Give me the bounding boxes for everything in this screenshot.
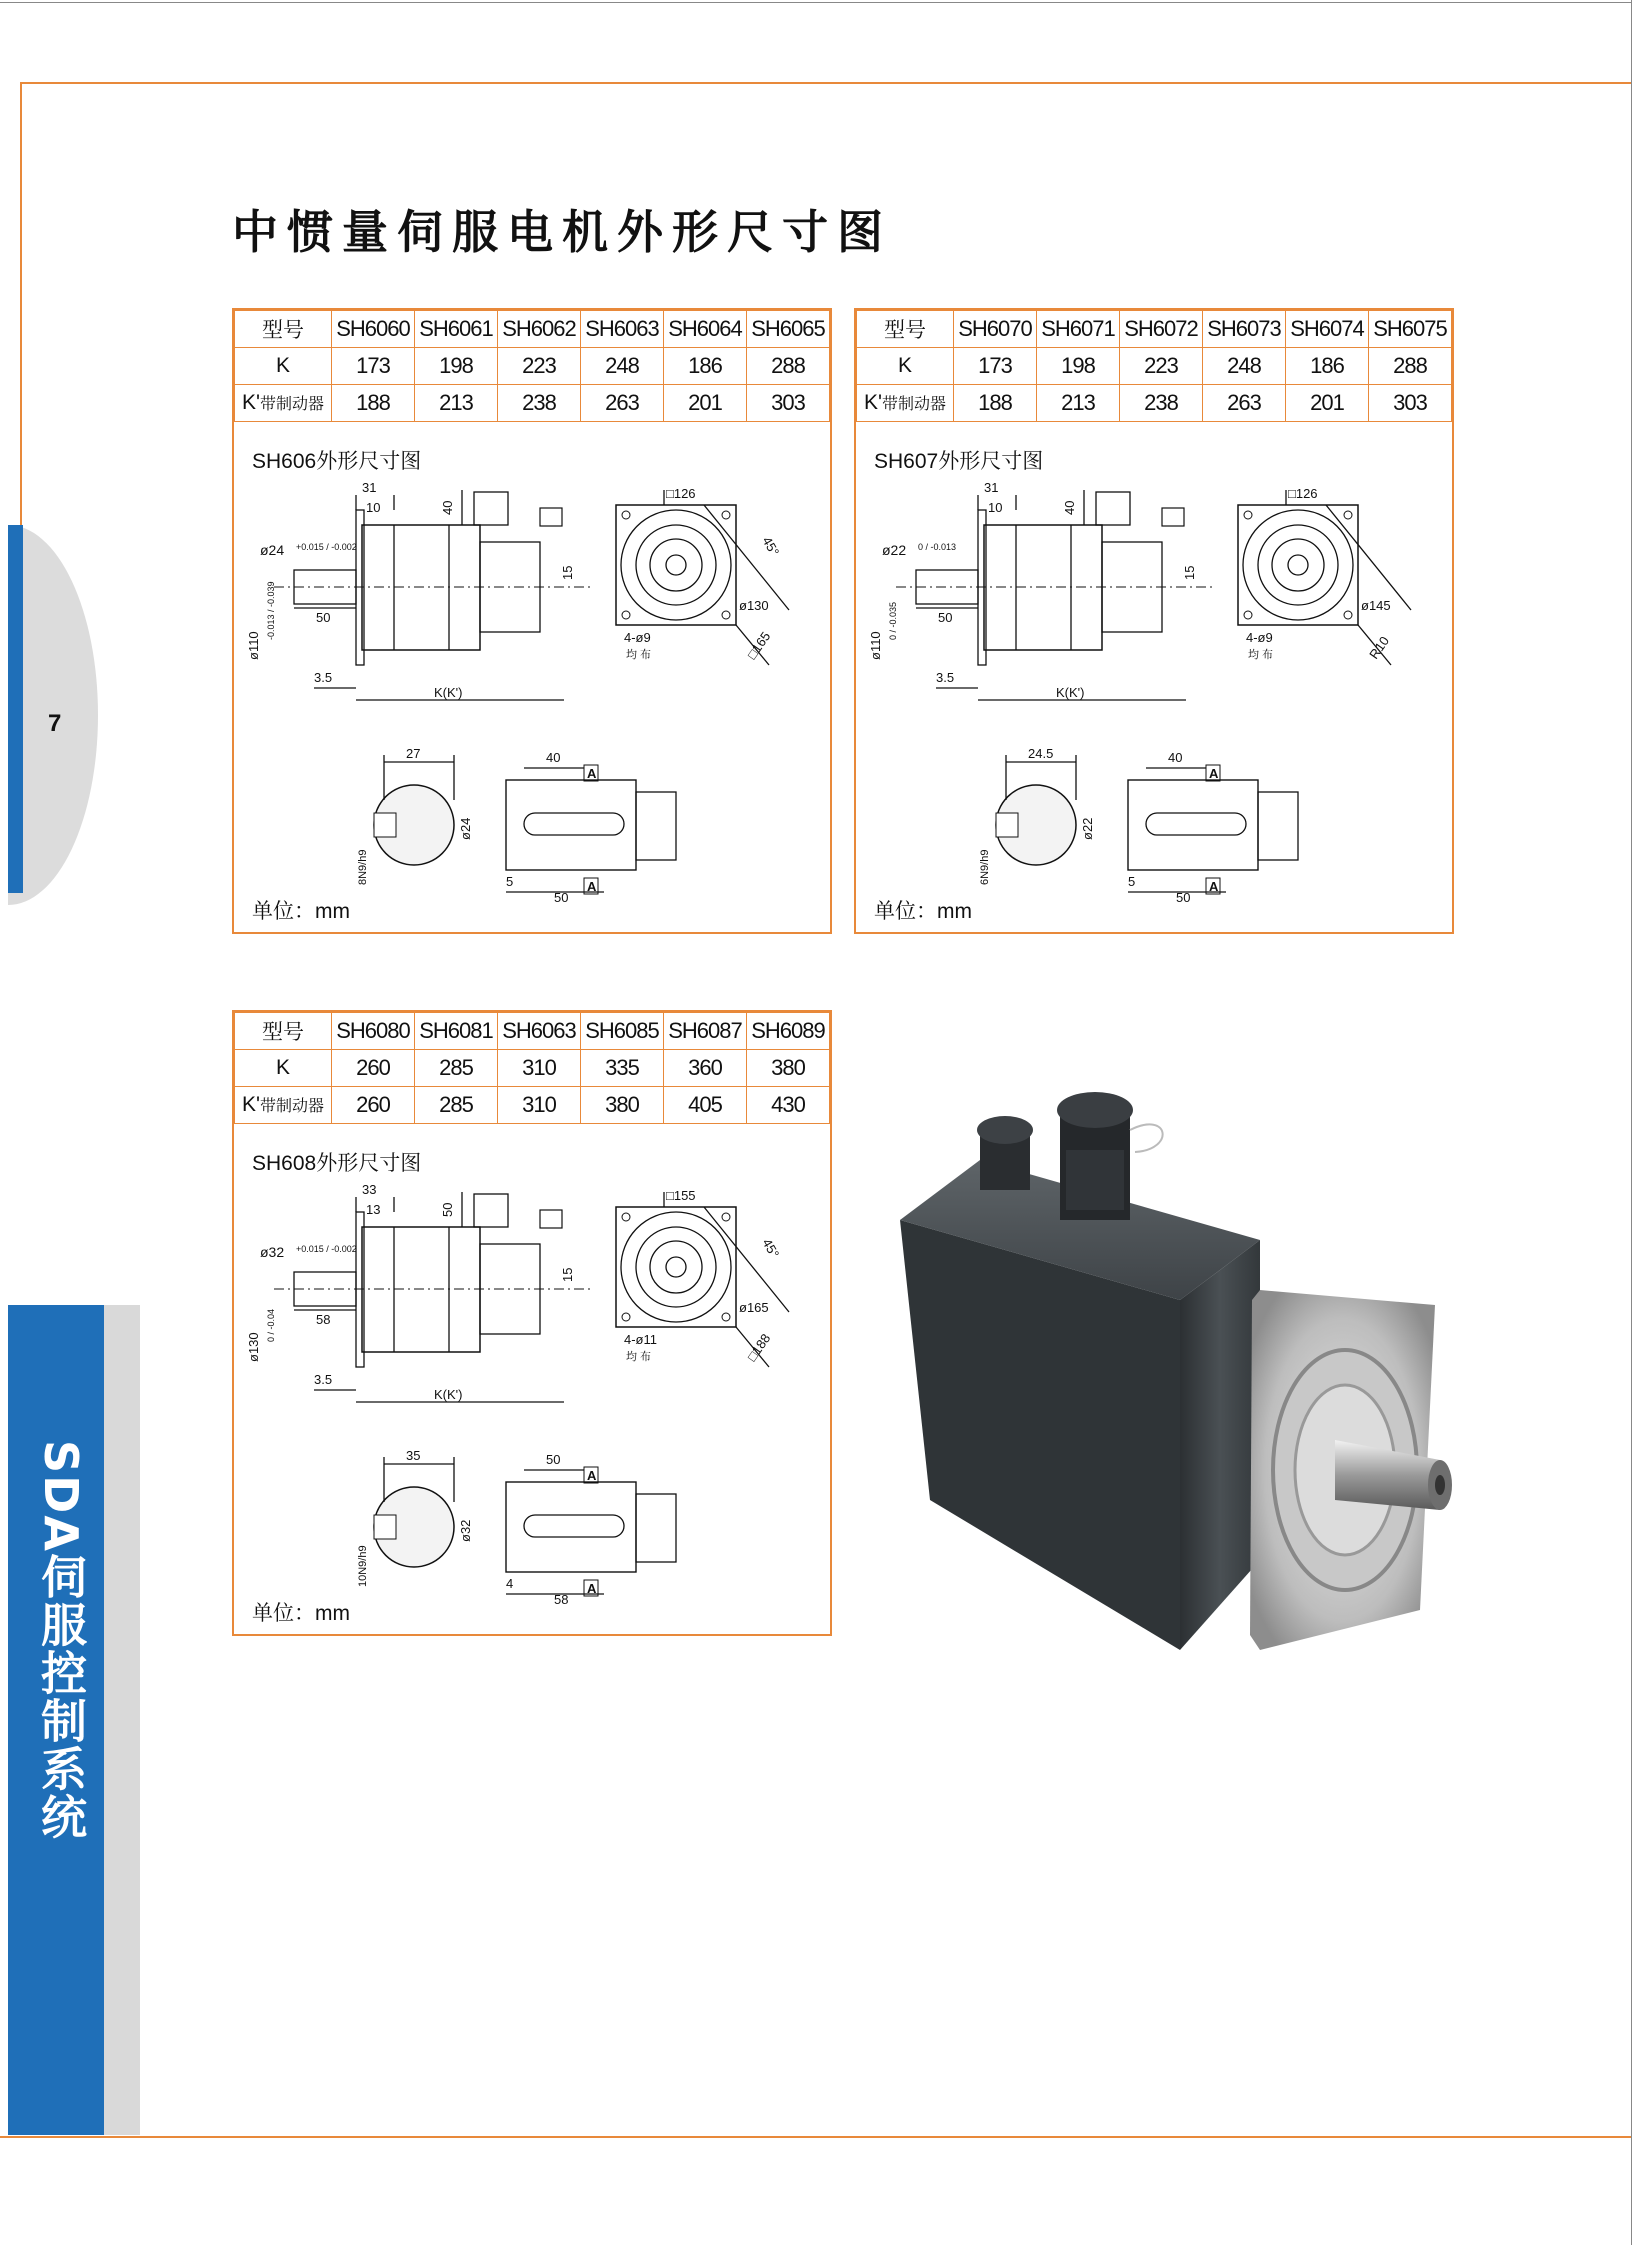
- model-cell: SH6074: [1286, 311, 1369, 348]
- page-title: 中惯量伺服电机外形尺寸图: [232, 205, 892, 259]
- kb-cell: 260: [332, 1087, 415, 1124]
- kb-cell: 263: [581, 385, 664, 422]
- k-cell: 186: [664, 348, 747, 385]
- dimension-label: ø130: [739, 598, 769, 613]
- shaft-end-outline: [636, 792, 676, 860]
- front-boss-circle: [1272, 539, 1324, 591]
- unit-label: 单位：mm: [252, 900, 350, 923]
- model-cell: SH6081: [415, 1013, 498, 1050]
- dimension-label: 3.5: [936, 670, 955, 685]
- dimension-label: 40: [1062, 500, 1077, 515]
- diagram-title: SH606外形尺寸图: [252, 450, 422, 473]
- kb-cell: 238: [1120, 385, 1203, 422]
- dimension-label: 10: [988, 500, 1003, 515]
- k-cell: 380: [747, 1050, 830, 1087]
- shaft-side-outline: [1128, 780, 1258, 870]
- kb-label: K'带制动器: [235, 1087, 332, 1124]
- shaft-end-outline: [636, 1494, 676, 1562]
- k-label: K: [857, 348, 954, 385]
- dimension-label: ø24: [458, 817, 473, 840]
- k-cell: 248: [581, 348, 664, 385]
- kb-cell: 213: [1037, 385, 1120, 422]
- shaft-side-outline: [506, 1482, 636, 1572]
- dimension-label: □188: [744, 1330, 774, 1364]
- front-boss-circle: [650, 539, 702, 591]
- datum-label: A: [1209, 766, 1219, 781]
- kb-label: K'带制动器: [235, 385, 332, 422]
- datum-label: A: [587, 879, 597, 894]
- k-cell: 248: [1203, 348, 1286, 385]
- k-label: K: [235, 1050, 332, 1087]
- model-cell: SH6085: [581, 1013, 664, 1050]
- dimension-label: 3.5: [314, 670, 333, 685]
- kb-cell: 405: [664, 1087, 747, 1124]
- k-cell: 223: [1120, 348, 1203, 385]
- models-label: 型号: [857, 311, 954, 348]
- k-cell: 335: [581, 1050, 664, 1087]
- dimension-label: □155: [666, 1188, 696, 1203]
- side-tab-label: SDA伺服控制系统: [34, 1440, 88, 1841]
- page-number: 7: [48, 710, 62, 737]
- connector-outline: [474, 1194, 508, 1227]
- dimension-label: ø32: [260, 1244, 285, 1260]
- unit-label: 单位：mm: [874, 900, 972, 923]
- dimension-label: 10N9/h9: [357, 1545, 369, 1587]
- dimension-drawing: [856, 470, 1452, 910]
- dimension-label: ø145: [1361, 598, 1391, 613]
- dimension-drawing: [234, 470, 830, 910]
- dimension-label: 27: [406, 746, 421, 761]
- dim-line: [1326, 505, 1411, 610]
- connector-wire: [1130, 1124, 1163, 1152]
- mount-hole: [622, 1313, 630, 1321]
- kb-label: K'带制动器: [857, 385, 954, 422]
- dimension-label: -0.013 / -0.039: [266, 581, 276, 640]
- kb-cell: 380: [581, 1087, 664, 1124]
- dimension-label: □126: [1288, 486, 1318, 501]
- dimension-label: ø130: [246, 1332, 261, 1362]
- dimension-label: 58: [554, 1592, 569, 1607]
- dimension-label: 0 / -0.035: [888, 601, 898, 640]
- dimension-label: K(K'): [434, 685, 463, 700]
- k-cell: 173: [332, 348, 415, 385]
- panel-sh607: [854, 308, 1454, 934]
- kb-cell: 188: [332, 385, 415, 422]
- dimension-label: 4: [506, 1576, 514, 1591]
- model-cell: SH6087: [664, 1013, 747, 1050]
- dimension-drawing: [234, 1172, 830, 1612]
- bottom-border: [0, 2136, 1632, 2138]
- connector-large: [1057, 1092, 1133, 1220]
- dimension-label: 31: [984, 480, 999, 495]
- kb-cell: 201: [1286, 385, 1369, 422]
- front-spigot-circle: [636, 1227, 716, 1307]
- k-cell: 360: [664, 1050, 747, 1087]
- table-row: [235, 311, 830, 348]
- keyway-slot: [524, 813, 624, 835]
- front-shaft-circle: [666, 555, 686, 575]
- front-shaft-circle: [666, 1257, 686, 1277]
- dimension-label: 40: [1168, 750, 1183, 765]
- model-cell: SH6070: [954, 311, 1037, 348]
- dimension-label: □126: [666, 486, 696, 501]
- dimension-label: 15: [1182, 565, 1197, 580]
- diagram-title: SH607外形尺寸图: [874, 450, 1044, 473]
- dimension-label: 均 布: [1248, 649, 1274, 661]
- dimension-label: +0.015 / -0.002: [296, 1244, 357, 1254]
- kb-label-text: 带制动器: [260, 396, 325, 413]
- encoder-connector-outline: [1162, 508, 1184, 526]
- dimension-label: 4-ø9: [1246, 630, 1273, 645]
- table-row: [235, 1050, 830, 1087]
- kb-cell: 430: [747, 1087, 830, 1124]
- dimension-label: 4-ø9: [624, 630, 651, 645]
- mount-hole: [1244, 511, 1252, 519]
- dimension-label: ø110: [246, 631, 261, 660]
- dimension-label: 50: [1176, 890, 1191, 905]
- dimension-label: 50: [546, 1452, 561, 1467]
- model-cell: SH6061: [415, 311, 498, 348]
- k-cell: 223: [498, 348, 581, 385]
- mount-hole: [722, 1213, 730, 1221]
- top-gray-rule: [0, 2, 1632, 3]
- dimension-label: 0 / -0.04: [266, 1308, 276, 1342]
- dimension-label: R10: [1366, 633, 1393, 662]
- shaft-end-outline: [1258, 792, 1298, 860]
- mount-hole: [722, 1313, 730, 1321]
- dimension-label: 40: [546, 750, 561, 765]
- table-row: [235, 1013, 830, 1050]
- k-cell: 285: [415, 1050, 498, 1087]
- kb-label-text: 带制动器: [882, 396, 947, 413]
- dimension-label: 24.5: [1028, 746, 1054, 761]
- datum-label: A: [587, 766, 597, 781]
- dimension-label: ø110: [868, 631, 883, 660]
- dimension-label: 13: [366, 1202, 381, 1217]
- mount-hole: [722, 611, 730, 619]
- unit-label: 单位：mm: [252, 1602, 350, 1625]
- model-cell: SH6072: [1120, 311, 1203, 348]
- models-label: 型号: [235, 1013, 332, 1050]
- model-cell: SH6060: [332, 311, 415, 348]
- mount-hole: [622, 1213, 630, 1221]
- dimension-label: 15: [560, 1267, 575, 1282]
- k-label: K: [235, 348, 332, 385]
- dimension-label: 45°: [759, 1236, 783, 1261]
- model-cell: SH6064: [664, 311, 747, 348]
- connector-outline: [1096, 492, 1130, 525]
- kb-cell: 213: [415, 385, 498, 422]
- dimension-label: ø24: [260, 542, 285, 558]
- dimension-label: 15: [560, 565, 575, 580]
- dimension-label: 6N9/h9: [979, 849, 991, 885]
- dimension-label: 58: [316, 1312, 331, 1327]
- k-cell: 198: [1037, 348, 1120, 385]
- kb-cell: 188: [954, 385, 1037, 422]
- right-gray-rule: [1631, 0, 1632, 2245]
- panel-sh606: [232, 308, 832, 934]
- connector-small: [977, 1116, 1033, 1190]
- dimension-label: ø165: [739, 1300, 769, 1315]
- dimension-label: 5: [1128, 874, 1136, 889]
- dimension-label: ø22: [1080, 817, 1095, 840]
- table-row: [235, 385, 830, 422]
- front-boss-circle: [650, 1241, 702, 1293]
- front-pcd-circle: [621, 510, 731, 620]
- model-cell: SH6062: [498, 311, 581, 348]
- dimension-label: ø22: [882, 542, 907, 558]
- mount-hole: [622, 611, 630, 619]
- table-row: [235, 348, 830, 385]
- k-cell: 288: [747, 348, 830, 385]
- kb-cell: 238: [498, 385, 581, 422]
- dimension-label: +0.015 / -0.002: [296, 542, 357, 552]
- model-cell: SH6075: [1369, 311, 1452, 348]
- dimension-label: 5: [506, 874, 514, 889]
- k-cell: 186: [1286, 348, 1369, 385]
- table-row: [235, 1087, 830, 1124]
- dimension-label: 4-ø11: [624, 1332, 657, 1347]
- dimension-label: 50: [440, 1202, 455, 1217]
- panel-sh608: [232, 1010, 832, 1636]
- keyway-outline: [374, 813, 396, 837]
- k-cell: 288: [1369, 348, 1452, 385]
- dimension-label: 33: [362, 1182, 377, 1197]
- kb-label-k: K: [863, 391, 878, 414]
- kb-cell: 263: [1203, 385, 1286, 422]
- dimension-label: 50: [316, 610, 331, 625]
- kb-label-text: 带制动器: [260, 1098, 325, 1115]
- datum-label: A: [587, 1468, 597, 1483]
- keyway-outline: [996, 813, 1018, 837]
- model-cell: SH6089: [747, 1013, 830, 1050]
- diagram-title: SH608外形尺寸图: [252, 1152, 422, 1175]
- k-cell: 310: [498, 1050, 581, 1087]
- k-cell: 260: [332, 1050, 415, 1087]
- kb-cell: 310: [498, 1087, 581, 1124]
- dimension-label: 50: [554, 890, 569, 905]
- dimension-label: 3.5: [314, 1372, 333, 1387]
- dimension-label: ø32: [458, 1519, 473, 1542]
- model-cell: SH6071: [1037, 311, 1120, 348]
- motor-photo: [880, 1090, 1460, 1650]
- spec-table: [234, 310, 830, 422]
- connector-outline: [474, 492, 508, 525]
- kb-cell: 303: [1369, 385, 1452, 422]
- table-row: [857, 385, 1452, 422]
- mount-hole: [1244, 611, 1252, 619]
- top-border: [20, 82, 1632, 84]
- dimension-label: □165: [744, 628, 774, 662]
- table-row: [857, 348, 1452, 385]
- dimension-label: 均 布: [626, 649, 652, 661]
- dimension-label: 0 / -0.013: [918, 542, 957, 552]
- kb-cell: 201: [664, 385, 747, 422]
- front-pcd-circle: [621, 1212, 731, 1322]
- front-spigot-circle: [636, 525, 716, 605]
- kb-label-k: K: [241, 391, 256, 414]
- kb-label-k: K: [241, 1093, 256, 1116]
- encoder-connector-outline: [540, 1210, 562, 1228]
- model-cell: SH6065: [747, 311, 830, 348]
- keyway-outline: [374, 1515, 396, 1539]
- mount-hole: [1344, 511, 1352, 519]
- front-pcd-circle: [1243, 510, 1353, 620]
- encoder-connector-outline: [540, 508, 562, 526]
- spec-table: [234, 1012, 830, 1124]
- dimension-label: K(K'): [434, 1387, 463, 1402]
- table-row: [857, 311, 1452, 348]
- shaft-side-outline: [506, 780, 636, 870]
- k-cell: 198: [415, 348, 498, 385]
- front-shaft-circle: [1288, 555, 1308, 575]
- model-cell: SH6063: [498, 1013, 581, 1050]
- datum-label: A: [587, 1581, 597, 1596]
- left-border: [20, 82, 22, 532]
- keyway-slot: [1146, 813, 1246, 835]
- mount-hole: [622, 511, 630, 519]
- dimension-label: 10: [366, 500, 381, 515]
- kb-cell: 285: [415, 1087, 498, 1124]
- front-spigot-circle: [1258, 525, 1338, 605]
- model-cell: SH6073: [1203, 311, 1286, 348]
- dimension-label: 45°: [759, 534, 783, 559]
- side-tab-shadow: [104, 1305, 140, 2135]
- datum-label: A: [1209, 879, 1219, 894]
- dimension-label: 50: [938, 610, 953, 625]
- kb-cell: 303: [747, 385, 830, 422]
- k-cell: 173: [954, 348, 1037, 385]
- models-label: 型号: [235, 311, 332, 348]
- mount-hole: [1344, 611, 1352, 619]
- dimension-label: 40: [440, 500, 455, 515]
- dimension-label: 35: [406, 1448, 421, 1463]
- motor-body-front: [1180, 1240, 1260, 1650]
- dim-line: [704, 505, 789, 610]
- spec-table: [856, 310, 1452, 422]
- dimension-label: K(K'): [1056, 685, 1085, 700]
- dimension-label: 31: [362, 480, 377, 495]
- dimension-label: 8N9/h9: [357, 849, 369, 885]
- keyway-slot: [524, 1515, 624, 1537]
- dimension-label: 均 布: [626, 1351, 652, 1363]
- model-cell: SH6063: [581, 311, 664, 348]
- model-cell: SH6080: [332, 1013, 415, 1050]
- mount-hole: [722, 511, 730, 519]
- dim-line: [704, 1207, 789, 1312]
